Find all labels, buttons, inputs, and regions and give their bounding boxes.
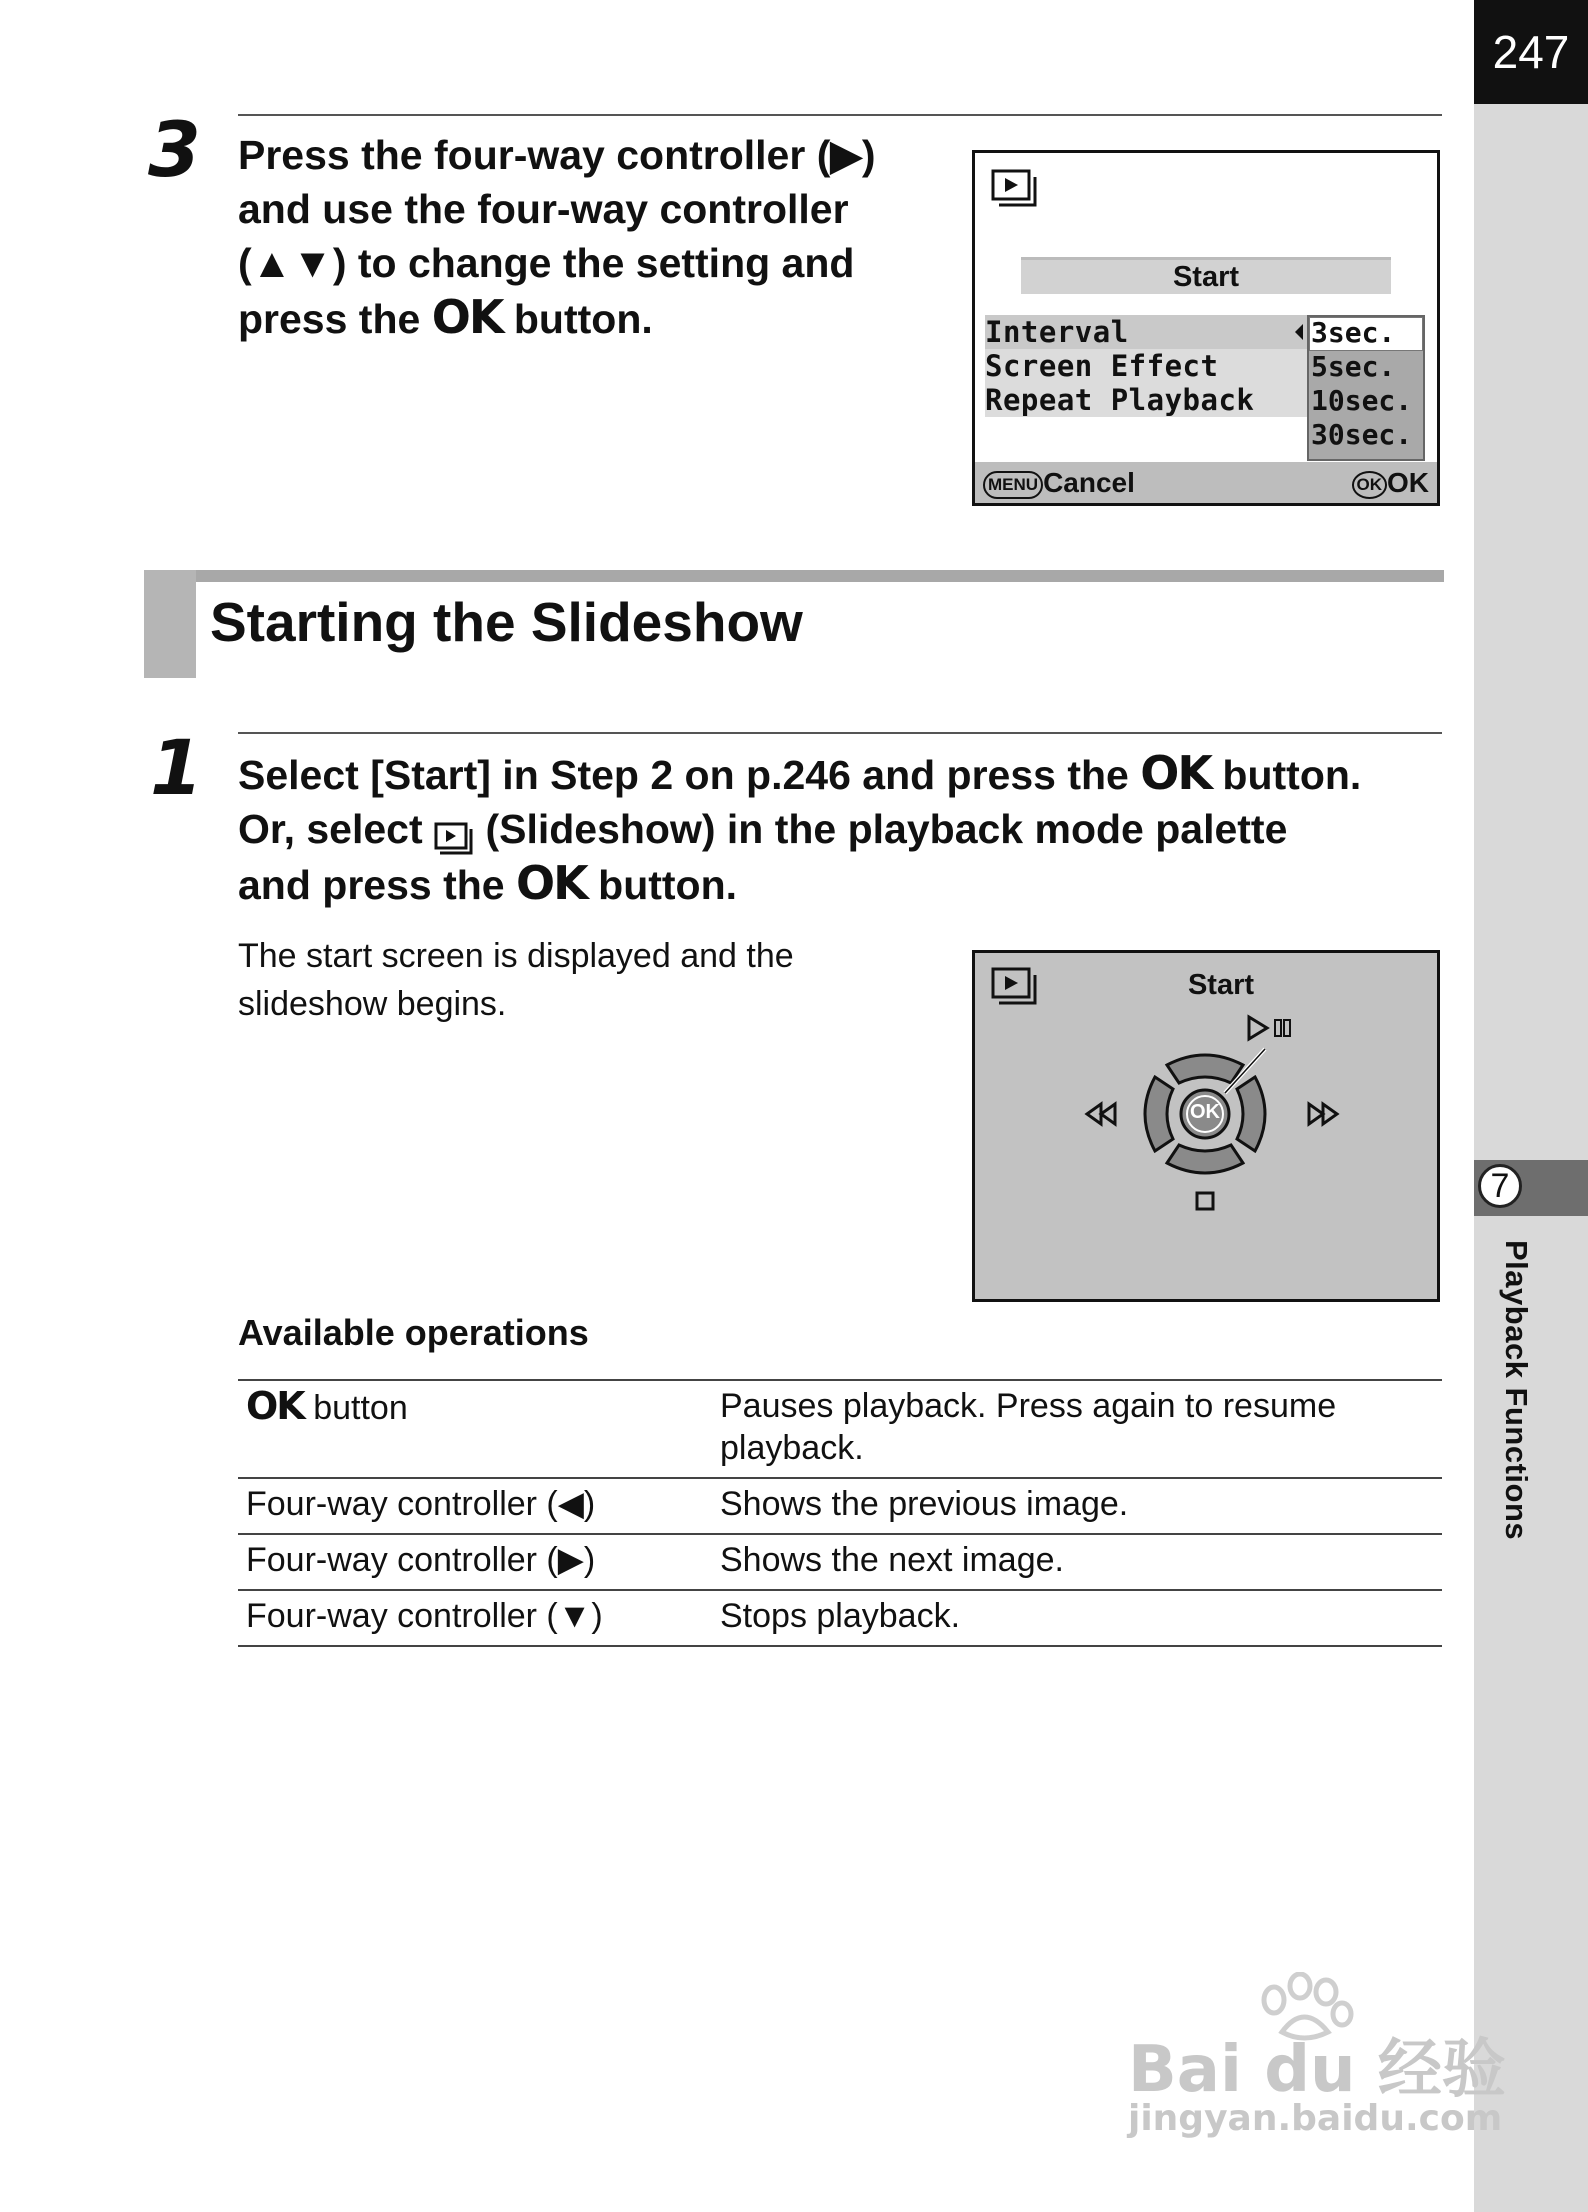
watermark-brand: Bai du 经验 [1128,2033,1506,2107]
ok-button-symbol: OK [1140,746,1212,800]
ok-button-symbol: OK [516,856,587,910]
ok-label: OK [1387,467,1429,498]
slideshow-icon [434,815,474,849]
option-10sec: 10sec. [1311,384,1413,417]
operations-table [238,1379,1442,1647]
step1-text: (Slideshow) in the playback mode palette [485,806,1288,852]
step1-text: button. [1222,752,1362,798]
step1-line [238,856,1448,912]
operation-key: Four-way controller (▼) [246,1597,603,1635]
step1-text: Or, select [238,806,423,852]
description-line: slideshow begins. [238,985,507,1023]
menu-item-interval: Interval [985,315,1129,349]
camera-screen-slideshow-start [972,950,1440,1302]
step3-line: Press the four-way controller (▶) [238,132,876,178]
option-3sec: 3sec. [1311,316,1396,349]
four-way-controller-diagram [975,953,1437,1299]
step1-text: Select [Start] in Step 2 on p.246 and press the [238,752,1129,798]
chapter-number: 7 [1478,1164,1522,1208]
step1-text: button. [598,862,738,908]
side-tab-bar [1474,0,1588,2212]
start-menu-item: Start [1021,257,1391,294]
operation-desc: Stops playback. [720,1597,961,1635]
description-line: The start screen is displayed and the [238,937,794,975]
operation-desc: Pauses playback. Press again to resume playback. [720,1387,1337,1467]
section-header-accent [144,570,196,678]
step3-line [238,290,938,346]
step-number: 3 [148,105,201,194]
step-number: 1 [150,723,203,812]
operation-desc: Shows the next image. [720,1541,1064,1579]
ok-button-symbol: OK [246,1384,304,1428]
cancel-label: Cancel [1043,467,1135,498]
section-header-bar [144,570,1444,582]
step3-text: button. [513,296,653,342]
operation-desc: Shows the previous image. [720,1485,1129,1523]
step3-text: press the [238,296,421,342]
step-rule [238,114,1442,116]
ok-key-icon: OK [1352,471,1388,499]
operation-key [238,1380,712,1478]
ok-button-symbol: OK [431,290,503,344]
slideshow-icon [991,169,1039,209]
section-title: Starting the Slideshow [210,591,803,653]
page-number: 247 [1474,0,1588,104]
step-rule [238,732,1442,734]
table-row [238,1478,1442,1534]
operation-key-text: button [313,1389,408,1427]
operations-title: Available operations [238,1312,589,1353]
table-row [238,1590,1442,1646]
step3-line: and use the four-way controller [238,186,849,232]
step1-instruction [238,746,1448,912]
left-arrow-icon [1293,323,1305,341]
operation-key: Four-way controller (▶) [246,1541,596,1579]
watermark-url: jingyan.baidu.com [1128,2098,1503,2139]
step3-line: (▲▼) to change the setting and [238,240,855,286]
camera-screen-slideshow-settings [972,150,1440,506]
menu-item-screen-effect: Screen Effect [985,349,1219,383]
ok-button-label: OK [1190,1101,1220,1123]
screen-footer [975,462,1437,503]
option-30sec: 30sec. [1311,418,1413,451]
chapter-title: Playback Functions [1499,1240,1534,1541]
step3-instruction [238,128,938,346]
menu-key-icon: MENU [983,471,1043,499]
cancel-hint [983,462,1135,503]
ok-hint [1352,462,1430,503]
step1-line [238,746,1448,802]
step1-line [238,802,1448,856]
option-5sec: 5sec. [1311,350,1396,383]
step1-description [238,932,938,1028]
start-label: Start [1187,969,1255,1001]
operation-key: Four-way controller (◀) [246,1485,596,1523]
table-row [238,1380,1442,1478]
table-row [238,1534,1442,1590]
menu-item-repeat-playback: Repeat Playback [985,383,1255,417]
step1-text: and press the [238,862,505,908]
